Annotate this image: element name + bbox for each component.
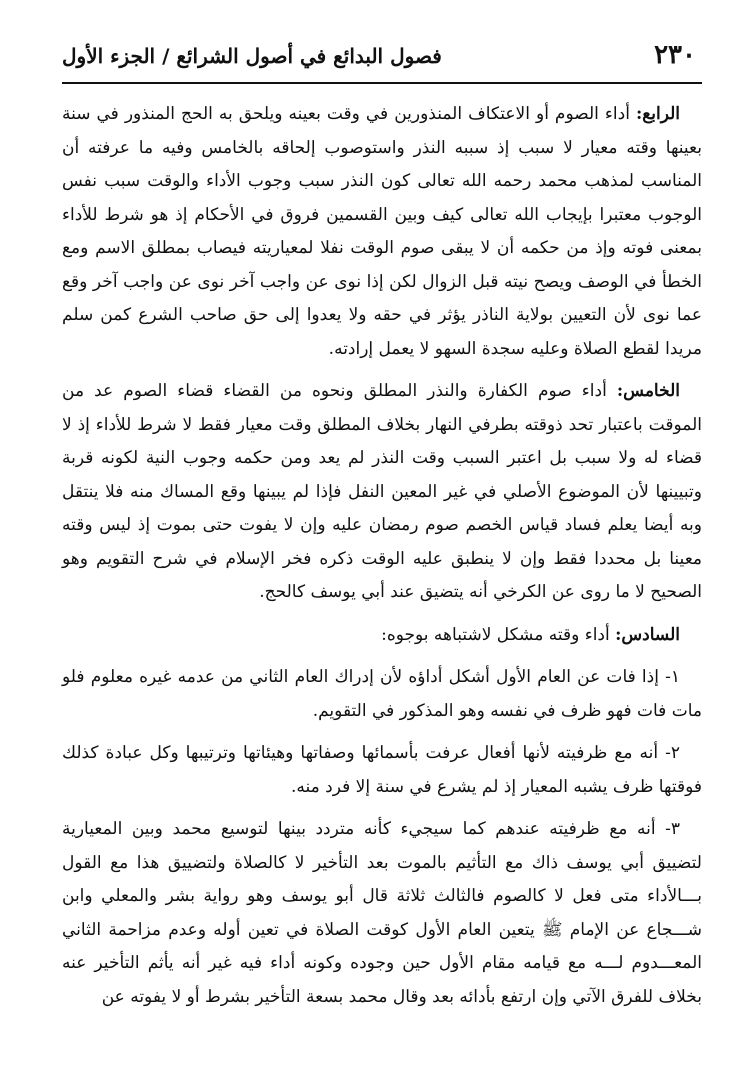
page-number: ٢٣٠ (654, 40, 696, 70)
paragraph-lead: الخامس: (616, 381, 680, 401)
paragraph-fourth (62, 98, 702, 366)
paragraph-sixth (62, 619, 702, 653)
paragraph-text: أداء صوم الكفارة والنذر المطلق ونحوه من القضاء قضاء الصوم عد من الموقت باعتبار تحد ذوقته بطرفي النهار بخلاف المطلق وقت معيار فقط لا شرط للأداء إذ لا قضاء له ولا سبب بل اعتبر السبب وقت النذر لم يعد ومن حكمه وجوب النية لكونه قربة وتبيينها لأن الموضوع الأصلي في غير المعين النفل فإذا لم يبينها وقع المساك منه فلا ينتقل وبه أيضا يعلم فساد قياس الخصم صوم رمضان عليه وإن لا يفوت حتى بموت إذ ليس وقته معينا بل محددا فقط وإن لا ينطبق عليه الوقت ذكره فخر الإسلام في شرح التقويم وهو الصحيح لا ما روى عن الكرخي أنه يتضيق عند أبي يوسف كالحج. (62, 381, 702, 602)
page-header (62, 36, 702, 84)
paragraph-text: ٢- أنه مع ظرفيته لأنها أفعال عرفت بأسمائها وصفاتها وهيئاتها وترتيبها وكل عبادة كذلك فوقتها ظرف يشبه المعيار إذ لم يشرع في سنة إلا فرد منه. (62, 743, 702, 797)
list-item-3 (62, 813, 702, 1014)
paragraph-text: ١- إذا فات عن العام الأول أشكل أداؤه لأن إدراك العام الثاني من عدمه غيره معلوم فلو مات فات فهو ظرف في نفسه وهو المذكور في التقويم. (62, 667, 702, 721)
paragraph-lead: السادس: (615, 624, 680, 645)
book-page (62, 36, 702, 1076)
body-text (62, 84, 702, 1014)
paragraph-text: ٣- أنه مع ظرفيته عندهم كما سيجيء كأنه متردد بينها لتوسيع محمد وبين المعيارية لتضييق أبي يوسف ذاك مع التأثيم بالموت بعد التأخير لا كالصلاة ولتضييق هذا مع القول بـــالأداء متى فعل لا كالصوم فالثالث ثلاثة قال أبو يوسف وهو رواية بشر والمعلي وابن شـــجاع عن الإمام ﷺ يتعين العام الأول كوقت الصلاة في تعين أوله وعدم مزاحمة الثاني المعـــدوم لـــه مع قيامه مقام الأول حين وجوده وكونه أداء فيه غير أنه يأثم التأخير عنه بخلاف للفرق الآتي وإن ارتفع بأدائه بعد وقال محمد بسعة التأخير بشرط أو لا يفوته عن (62, 819, 702, 1007)
running-title: فصول البدائع في أصول الشرائع / الجزء الأول (62, 44, 442, 68)
paragraph-text: أداء وقته مشكل لاشتباهه بوجوه: (381, 624, 616, 645)
list-item-2 (62, 737, 702, 804)
list-item-1 (62, 661, 702, 728)
paragraph-fifth (62, 375, 702, 610)
paragraph-text: أداء الصوم أو الاعتكاف المنذورين في وقت بعينه ويلحق به الحج المنذور في سنة بعينها وقته معيار لا سبب إذ سببه النذر واستوصوب إلحاقه بالخامس وفيه ما عرفته أن المناسب لمذهب محمد رحمه الله تعالى كون النذر سبب وجوب الأداء والوقت سبب نفس الوجوب معتبرا بإيجاب الله تعالى كيف وبين القسمين فروق في الأحكام إذ هو شرط للأداء بمعنى فوته وإذ من حكمه أن لا يبقى صوم الوقت نفلا لمعياريته فيصاب بمطلق الاسم ومع الخطأ في الوصف ويصح نيته قبل الزوال لكن إذا نوى عن واجب آخر نوى عن واجب آخر وقع عما نوى لأن التعيين بولاية الناذر يؤثر في حقه ولا يعدوا إلى حق صاحب الشرع كمن سلم مريدا لقطع الصلاة وعليه سجدة السهو لا يعمل إرادته. (62, 104, 702, 359)
paragraph-lead: الرابع: (635, 104, 680, 124)
